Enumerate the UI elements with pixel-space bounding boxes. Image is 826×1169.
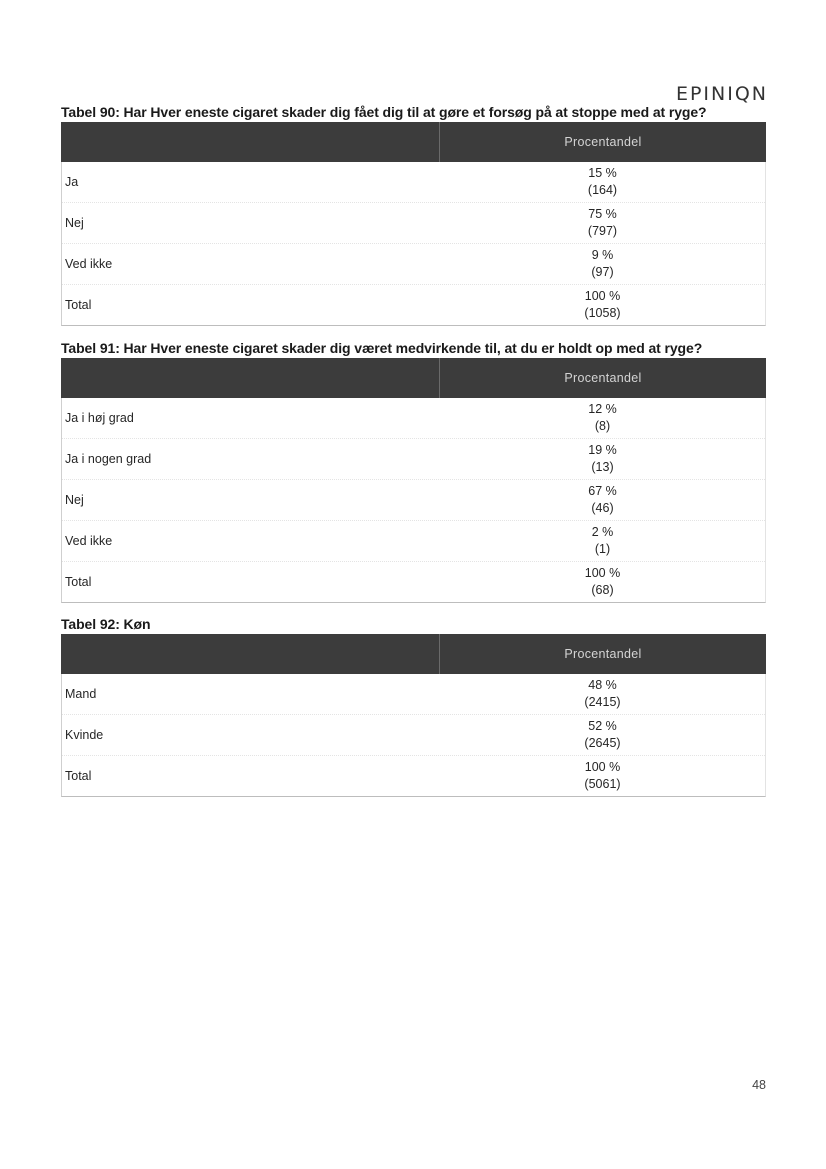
row-value	[440, 398, 765, 438]
table-row-total	[62, 562, 765, 602]
count-value: (13)	[591, 460, 614, 474]
table-row	[62, 715, 765, 756]
table-row	[62, 480, 765, 521]
percent-value: 100 %	[584, 760, 621, 774]
count-value: (797)	[587, 224, 618, 238]
table-row	[62, 521, 765, 562]
table-92	[61, 614, 766, 797]
percent-value: 15 %	[588, 166, 617, 180]
column-header-procentandel: Procentandel	[564, 371, 642, 385]
row-value	[440, 674, 765, 714]
table-title: Tabel 91: Har Hver eneste cigaret skader dig været medvirkende til, at du er holdt op med at ryge?	[61, 340, 703, 356]
epinion-logo: EPINIQN	[675, 83, 768, 105]
column-header-procentandel: Procentandel	[564, 647, 642, 661]
count-value: (1058)	[584, 306, 621, 320]
row-label: Total	[65, 575, 92, 589]
percent-value: 12 %	[588, 402, 617, 416]
table-row	[62, 162, 765, 203]
percent-value: 100 %	[584, 566, 621, 580]
row-label: Mand	[65, 687, 97, 701]
column-header-procentandel: Procentandel	[564, 135, 642, 149]
table-row	[62, 203, 765, 244]
row-value	[440, 203, 765, 243]
row-value	[440, 162, 765, 202]
count-value: (5061)	[584, 777, 621, 791]
table-title: Tabel 92: Køn	[61, 616, 151, 632]
page-number: 48	[752, 1078, 766, 1092]
row-value	[440, 244, 765, 284]
header-blank-cell	[61, 358, 440, 398]
table-body	[61, 674, 766, 797]
row-label: Ja i høj grad	[65, 411, 134, 425]
row-value	[440, 285, 765, 325]
row-value	[440, 521, 765, 561]
percent-value: 67 %	[588, 484, 617, 498]
table-body	[61, 162, 766, 326]
table-91	[61, 338, 766, 603]
count-value: (8)	[594, 419, 611, 433]
row-label: Ved ikke	[65, 534, 113, 548]
percent-value: 100 %	[584, 289, 621, 303]
table-row	[62, 674, 765, 715]
count-value: (2415)	[584, 695, 621, 709]
table-row	[62, 439, 765, 480]
count-value: (46)	[591, 501, 614, 515]
percent-value: 19 %	[588, 443, 617, 457]
row-label: Ja	[65, 175, 79, 189]
count-value: (164)	[587, 183, 618, 197]
row-value	[440, 480, 765, 520]
percent-value: 75 %	[588, 207, 617, 221]
row-label: Total	[65, 769, 92, 783]
table-header	[61, 358, 766, 398]
row-value	[440, 439, 765, 479]
row-value	[440, 756, 765, 796]
row-label: Nej	[65, 216, 84, 230]
table-row-total	[62, 756, 765, 796]
table-header	[61, 634, 766, 674]
table-90	[61, 102, 766, 326]
count-value: (68)	[591, 583, 614, 597]
percent-value: 52 %	[588, 719, 617, 733]
count-value: (2645)	[584, 736, 621, 750]
row-label: Nej	[65, 493, 84, 507]
table-row	[62, 244, 765, 285]
row-label: Total	[65, 298, 92, 312]
percent-value: 48 %	[588, 678, 617, 692]
count-value: (97)	[591, 265, 614, 279]
percent-value: 9 %	[591, 248, 614, 262]
row-label: Ja i nogen grad	[65, 452, 152, 466]
table-row-total	[62, 285, 765, 325]
table-title: Tabel 90: Har Hver eneste cigaret skader dig fået dig til at gøre et forsøg på at stoppe med at ryge?	[61, 104, 707, 120]
header-blank-cell	[61, 122, 440, 162]
table-header	[61, 122, 766, 162]
table-body	[61, 398, 766, 603]
row-value	[440, 562, 765, 602]
percent-value: 2 %	[591, 525, 614, 539]
row-label: Ved ikke	[65, 257, 113, 271]
header-blank-cell	[61, 634, 440, 674]
count-value: (1)	[594, 542, 611, 556]
row-value	[440, 715, 765, 755]
row-label: Kvinde	[65, 728, 104, 742]
table-row	[62, 398, 765, 439]
